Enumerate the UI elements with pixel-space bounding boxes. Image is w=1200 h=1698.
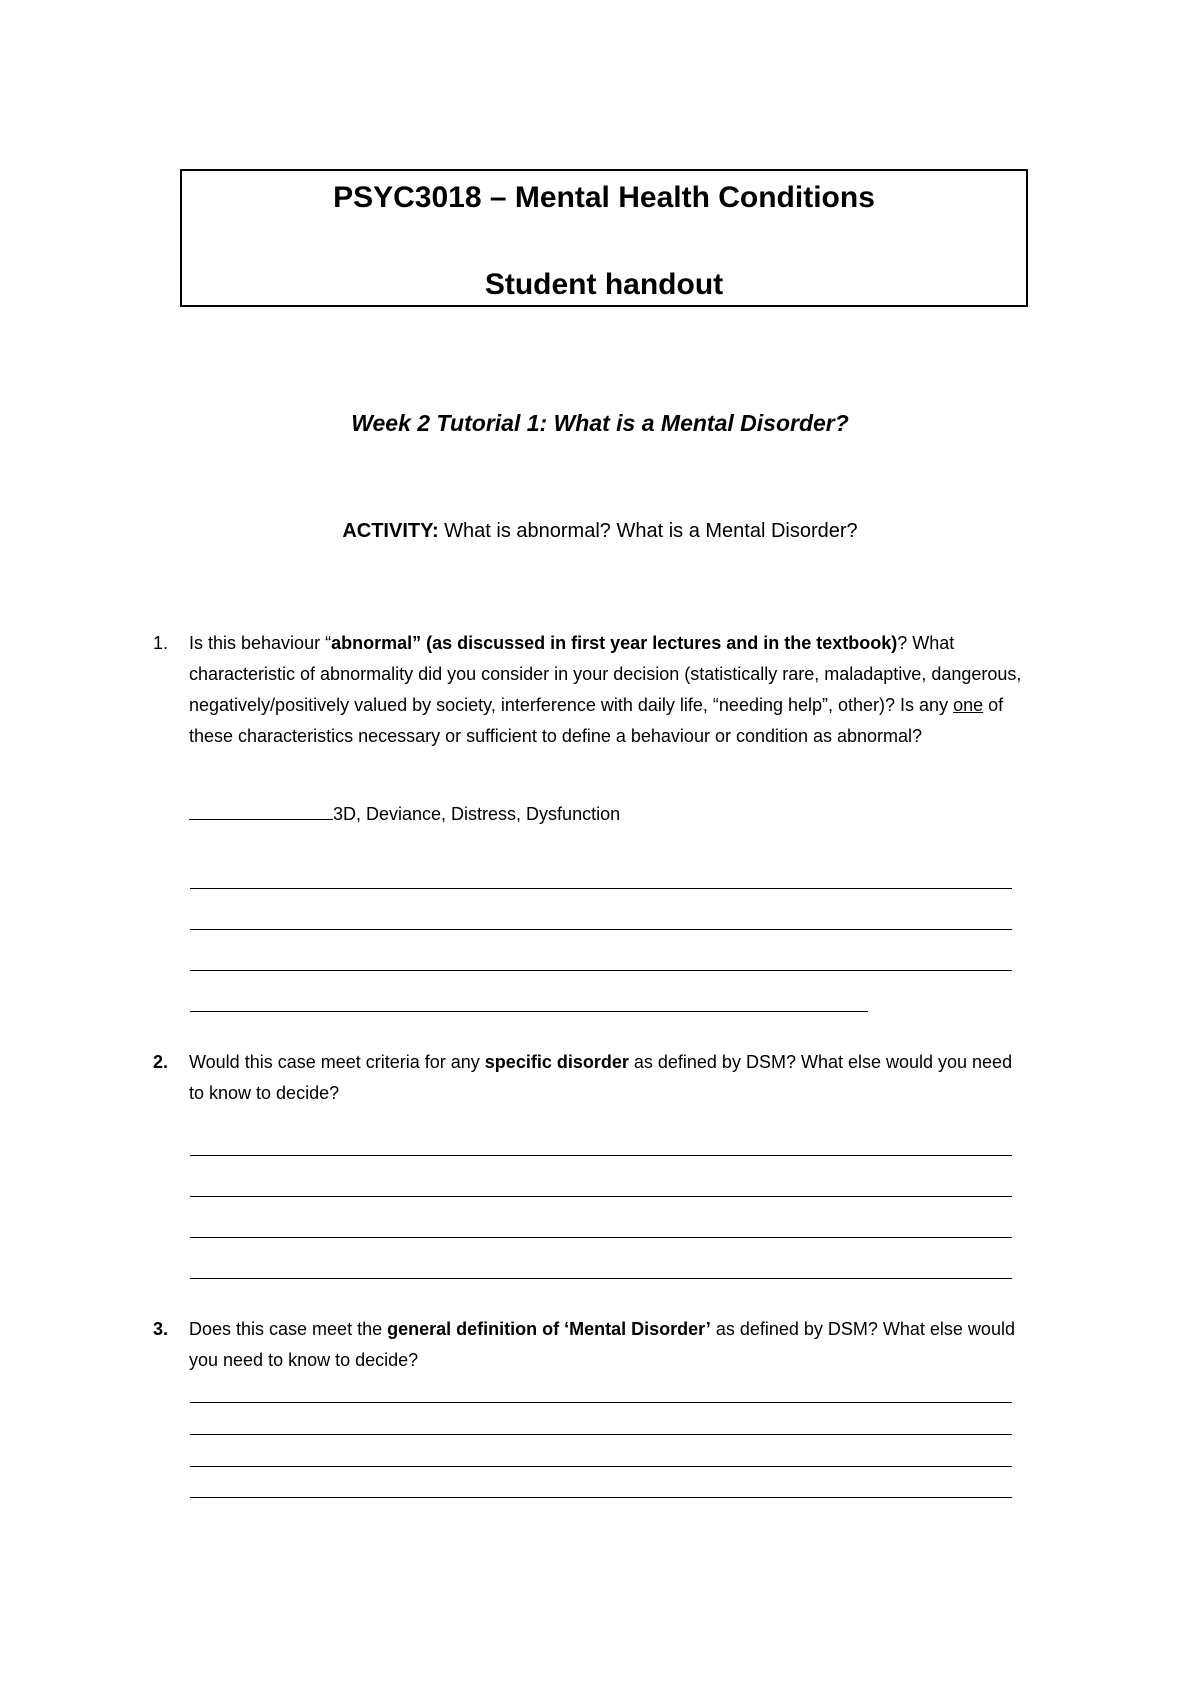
week-heading: Week 2 Tutorial 1: What is a Mental Disorder? xyxy=(351,410,849,436)
answer-rule xyxy=(190,1466,1012,1467)
question-text-part: of these characteristics necessary or sufficient to define a behaviour or condition as abnormal? xyxy=(189,695,1004,746)
answer-rule xyxy=(190,1497,1012,1498)
question-text-bold: specific disorder xyxy=(484,1052,629,1072)
question-number: 3. xyxy=(153,1319,169,1339)
title-box xyxy=(180,169,1028,307)
answer-rule xyxy=(190,929,1012,930)
handout-subtitle: Student handout xyxy=(484,268,724,301)
activity-heading xyxy=(0,520,1200,543)
question-text xyxy=(189,1047,1029,1109)
question-text-part: Is this behaviour “ xyxy=(189,633,332,653)
activity-text: What is abnormal? What is a Mental Disorder? xyxy=(438,520,858,542)
answer-rule xyxy=(190,1237,1012,1238)
answer-rule xyxy=(190,1402,1012,1403)
handwritten-answer: 3D, Deviance, Distress, Dysfunction xyxy=(333,804,621,824)
question-text-part: as defined by DSM? What else would you need to know to decide? xyxy=(189,1052,1013,1103)
question-number: 2. xyxy=(153,1052,169,1072)
course-title: PSYC3018 – Mental Health Conditions xyxy=(333,181,875,214)
question-number: 1. xyxy=(153,633,169,653)
answer-rule xyxy=(190,1011,868,1012)
answer-line-1 xyxy=(189,803,620,825)
question-text-part: as defined by DSM? What else would you need to know to decide? xyxy=(189,1319,1015,1370)
answer-blank xyxy=(189,803,333,820)
answer-rule xyxy=(190,888,1012,889)
answer-rule xyxy=(190,1278,1012,1279)
question-text-bold: general definition of ‘Mental Disorder’ xyxy=(387,1319,711,1339)
answer-rule xyxy=(190,1155,1012,1156)
question-text-part: Does this case meet the xyxy=(189,1319,388,1339)
question-text-part: Would this case meet criteria for any xyxy=(189,1052,485,1072)
activity-label: ACTIVITY: xyxy=(342,520,439,542)
answer-rule xyxy=(190,1434,1012,1435)
question-text-bold: abnormal” (as discussed in first year lectures and in the textbook) xyxy=(331,633,898,653)
question-text-part: ? What characteristic of abnormality did you consider in your decision (statistically rare, maladaptive, dangerous, negatively/positively valued by society, interference with daily life, “needing help”, other)? Is any xyxy=(189,633,1022,715)
question-text xyxy=(189,1314,1029,1376)
question-text xyxy=(189,628,1029,752)
answer-rule xyxy=(190,970,1012,971)
answer-rule xyxy=(190,1196,1012,1197)
question-text-underline: one xyxy=(953,695,984,715)
